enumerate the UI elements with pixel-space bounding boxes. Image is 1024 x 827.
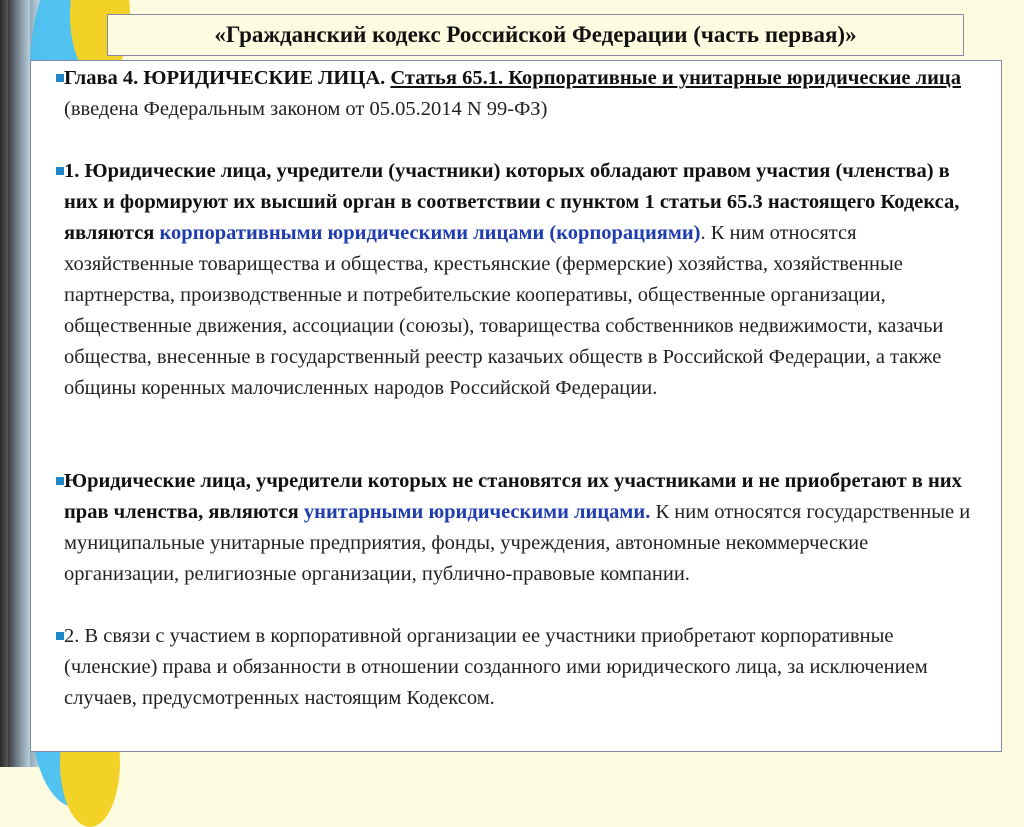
- chapter-label: Глава 4. ЮРИДИЧЕСКИЕ ЛИЦА.: [64, 67, 386, 89]
- unitary-definition-lead: Юридические лица, учредители которых не становятся их участниками и не приобретают в них прав членства, являются: [64, 470, 962, 523]
- paragraph-unitary-entities: [64, 466, 984, 590]
- unitary-list: К ним относятся государственные и муниципальные унитарные предприятия, фонды, учреждения, автономные некоммерческие организации, религиозные организации, публично-правовые компании.: [64, 501, 971, 585]
- bullet-square-icon: [56, 477, 64, 485]
- paragraph-corporate-entities: [64, 156, 984, 404]
- bullet-square-icon: [56, 167, 64, 175]
- left-decorative-stripe: [8, 0, 30, 767]
- paragraph-chapter-heading: [64, 63, 984, 125]
- member-rights-text: 2. В связи с участием в корпоративной организации ее участники приобретают корпоративные (членские) права и обязанности в отношении созданного ими юридического лица, за исключением случаев, предусмотренных настоящим Кодексом.: [64, 625, 928, 709]
- slide-title-text: «Гражданский кодекс Российской Федерации (часть первая)»: [214, 22, 857, 47]
- paragraph-member-rights: [64, 621, 984, 714]
- article-title: Статья 65.1. Корпоративные и унитарные юридические лица: [390, 67, 961, 89]
- content-panel: [30, 60, 1002, 752]
- corporate-definition-lead: 1. Юридические лица, учредители (участники) которых обладают правом участия (членства) в них и формируют их высший орган в соответствии с пунктом 1 статьи 65.3 настоящего Кодекса, являются: [64, 160, 960, 244]
- unitary-term: унитарными юридическими лицами.: [303, 501, 651, 523]
- corporate-list: . К ним относятся хозяйственные товарищества и общества, крестьянские (фермерские) хозяйства, хозяйственные партнерства, производственные и потребительские кооперативы, общественные организации, общественные движения, ассоциации (союзы), товарищества собственников недвижимости, казачьи общества, внесенные в государственный реестр казачьих обществ в Российской Федерации, а также общины коренных малочисленных народов Российской Федерации.: [64, 222, 944, 399]
- slide-title: [107, 14, 964, 56]
- bullet-square-icon: [56, 74, 64, 82]
- corporate-term: корпоративными юридическими лицами (корпорациями): [159, 222, 701, 244]
- article-note: (введена Федеральным законом от 05.05.2014 N 99-ФЗ): [64, 98, 548, 120]
- bullet-square-icon: [56, 632, 64, 640]
